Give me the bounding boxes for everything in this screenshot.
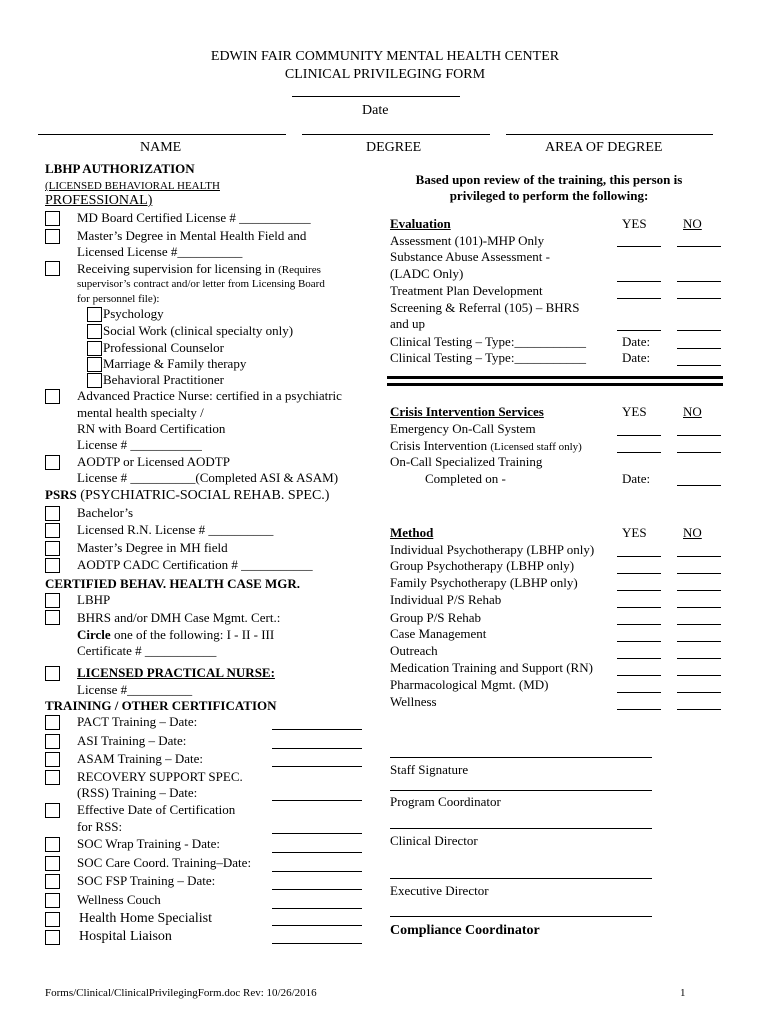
checkbox-md[interactable] <box>45 211 60 226</box>
method-item: Individual Psychotherapy (LBHP only) <box>390 542 595 557</box>
bhrs-label: BHRS and/or DMH Case Mgmt. Cert.: <box>77 610 281 625</box>
org-title: EDWIN FAIR COMMUNITY MENTAL HEALTH CENTER <box>210 49 560 64</box>
method-item: Group Psychotherapy (LBHP only) <box>390 558 575 573</box>
fsp-date-field[interactable] <box>272 889 362 890</box>
ci-text: Crisis Intervention <box>390 438 488 453</box>
tpd-no[interactable] <box>677 298 721 299</box>
lbhp-title: LBHP AUTHORIZATION <box>45 161 195 176</box>
method-no-field[interactable] <box>677 556 721 557</box>
tpd-label: Treatment Plan Development <box>390 283 543 298</box>
program-signature-field[interactable] <box>390 790 652 791</box>
checkbox-rss[interactable] <box>45 770 60 785</box>
asi-label: ASI Training – Date: <box>77 733 187 748</box>
effective-date-field[interactable] <box>272 833 362 834</box>
rss-label-1: RECOVERY SUPPORT SPEC. <box>77 769 243 784</box>
crisis-title: Crisis Intervention Services <box>390 404 544 419</box>
wrap-date-field[interactable] <box>272 852 362 853</box>
area-field[interactable] <box>506 134 713 135</box>
area-label: AREA OF DEGREE <box>545 140 663 155</box>
md-label: MD Board Certified License # ___________ <box>77 210 311 225</box>
psrs-bold: PSRS <box>45 487 77 502</box>
crisis-intervention-label <box>390 438 582 454</box>
lpn-license: License #__________ <box>77 682 193 697</box>
method-no-field[interactable] <box>677 607 721 608</box>
method-title: Method <box>390 525 434 540</box>
eval-yes-header: YES <box>622 216 647 231</box>
lbhp-label: LBHP <box>77 592 111 607</box>
method-no-header: NO <box>683 525 702 540</box>
receiving-text: Receiving supervision for licensing in <box>77 261 275 276</box>
checkbox-prof-counselor[interactable] <box>87 341 102 356</box>
emergency-label: Emergency On-Call System <box>390 421 536 436</box>
checkbox-lpn[interactable] <box>45 666 60 681</box>
checkbox-rn[interactable] <box>45 523 60 538</box>
substance-label-1: Substance Abuse Assessment - <box>390 249 550 264</box>
checkbox-social-work[interactable] <box>87 324 102 339</box>
care-date-field[interactable] <box>272 871 362 872</box>
method-item: Medication Training and Support (RN) <box>390 660 593 675</box>
cbhcm-title: CERTIFIED BEHAV. HEALTH CASE MGR. <box>45 576 301 591</box>
effective-label-2: for RSS: <box>77 819 123 834</box>
psychology-label: Psychology <box>103 306 164 321</box>
checkbox-bachelors[interactable] <box>45 506 60 521</box>
psrs-rest: (PSYCHIATRIC-SOCIAL REHAB. SPEC.) <box>80 488 330 503</box>
mft-label: Marriage & Family therapy <box>103 356 247 371</box>
ct2-date-label: Date: <box>622 350 651 365</box>
program-coordinator-label: Program Coordinator <box>390 794 501 809</box>
lbhp-subtitle-1: (LICENSED BEHAVIORAL HEALTH <box>45 180 220 192</box>
substance-yes[interactable] <box>617 281 661 282</box>
footer-path: Forms/Clinical/ClinicalPrivilegingForm.doc Rev: 10/26/2016 <box>45 987 317 999</box>
ct1-date-label: Date: <box>622 334 651 349</box>
method-yes-field[interactable] <box>617 607 661 608</box>
pact-date-field[interactable] <box>272 729 362 730</box>
behavioral-label: Behavioral Practitioner <box>103 372 224 387</box>
method-yes-field[interactable] <box>617 709 661 710</box>
emergency-no[interactable] <box>677 435 721 436</box>
substance-label-2: (LADC Only) <box>390 266 464 281</box>
checkbox-lbhp[interactable] <box>45 593 60 608</box>
asam-date-field[interactable] <box>272 766 362 767</box>
date-field[interactable] <box>292 96 460 97</box>
training-title: TRAINING / OTHER CERTIFICATION <box>45 698 277 713</box>
checkbox-asi[interactable] <box>45 734 60 749</box>
checkbox-apn[interactable] <box>45 389 60 404</box>
receiving-label-1 <box>77 261 321 277</box>
aodtp-label-1: AODTP or Licensed AODTP <box>77 454 230 469</box>
method-no-field[interactable] <box>677 675 721 676</box>
staff-signature-field[interactable] <box>390 757 652 758</box>
checkbox-mft[interactable] <box>87 357 102 372</box>
name-field[interactable] <box>38 134 286 135</box>
checkbox-masters[interactable] <box>45 229 60 244</box>
receiving-small: (Requires <box>278 264 321 276</box>
method-item: Pharmacological Mgmt. (MD) <box>390 677 549 692</box>
intro-line-1: Based upon review of the training, this person is <box>415 172 683 187</box>
method-yes-field[interactable] <box>617 658 661 659</box>
crisis-no-header: NO <box>683 404 702 419</box>
assessment-label: Assessment (101)-MHP Only <box>390 233 545 248</box>
receiving-label-2: supervisor’s contract and/or letter from Licensing Board <box>77 278 325 290</box>
method-item: Case Management <box>390 626 487 641</box>
method-item: Individual P/S Rehab <box>390 592 502 607</box>
receiving-label-3: for personnel file): <box>77 293 160 305</box>
mh-masters-label: Master’s Degree in MH field <box>77 540 228 555</box>
wellness-date-field[interactable] <box>272 908 362 909</box>
method-no-field[interactable] <box>677 590 721 591</box>
apn-label-3: RN with Board Certification <box>77 421 226 436</box>
wrap-label: SOC Wrap Training - Date: <box>77 836 220 851</box>
method-no-field[interactable] <box>677 692 721 693</box>
bachelors-label: Bachelor’s <box>77 505 134 520</box>
divider-thick <box>387 376 723 379</box>
method-item: Outreach <box>390 643 438 658</box>
prof-counselor-label: Professional Counselor <box>103 340 224 355</box>
method-no-field[interactable] <box>677 573 721 574</box>
ci-no[interactable] <box>677 452 721 453</box>
checkbox-fsp[interactable] <box>45 874 60 889</box>
evaluation-title: Evaluation <box>390 216 451 231</box>
asi-date-field[interactable] <box>272 748 362 749</box>
asam-label: ASAM Training – Date: <box>77 751 204 766</box>
screening-label-1: Screening & Referral (105) – BHRS <box>390 300 580 315</box>
compliance-coordinator-label: Compliance Coordinator <box>390 923 540 938</box>
checkbox-health-home[interactable] <box>45 912 60 927</box>
cadc-label: AODTP CADC Certification # ___________ <box>77 557 313 572</box>
clinical-testing-1: Clinical Testing – Type:___________ <box>390 334 586 349</box>
staff-signature-label: Staff Signature <box>390 762 469 777</box>
ct2-no[interactable] <box>677 365 721 366</box>
apn-label-1: Advanced Practice Nurse: certified in a psychiatric <box>77 388 342 403</box>
page-number: 1 <box>680 987 686 999</box>
certificate-label: Certificate # ___________ <box>77 643 217 658</box>
tpd-yes[interactable] <box>617 298 661 299</box>
health-home-date-field[interactable] <box>272 925 362 926</box>
method-yes-field[interactable] <box>617 590 661 591</box>
assessment-no[interactable] <box>677 246 721 247</box>
checkbox-receiving[interactable] <box>45 261 60 276</box>
completed-no[interactable] <box>677 485 721 486</box>
pact-label: PACT Training – Date: <box>77 714 198 729</box>
substance-no[interactable] <box>677 281 721 282</box>
clinical-testing-2: Clinical Testing – Type:___________ <box>390 350 586 365</box>
emergency-yes[interactable] <box>617 435 661 436</box>
hospital-label: Hospital Liaison <box>79 929 172 944</box>
health-home-label: Health Home Specialist <box>79 911 212 926</box>
checkbox-wrap[interactable] <box>45 837 60 852</box>
method-item: Group P/S Rehab <box>390 610 481 625</box>
checkbox-wellness[interactable] <box>45 893 60 908</box>
apn-label-2: mental health specialty / <box>77 405 204 420</box>
circle-label <box>77 627 274 643</box>
form-title: CLINICAL PRIVILEGING FORM <box>284 67 486 82</box>
rss-label-2: (RSS) Training – Date: <box>77 785 198 800</box>
checkbox-effective[interactable] <box>45 803 60 818</box>
psrs-title <box>45 487 329 504</box>
lpn-title: LICENSED PRACTICAL NURSE: <box>77 665 275 680</box>
circle-rest: one of the following: I - II - III <box>113 627 275 642</box>
social-work-label: Social Work (clinical specialty only) <box>103 323 294 338</box>
method-yes-header: YES <box>622 525 647 540</box>
degree-label: DEGREE <box>366 140 422 155</box>
fsp-label: SOC FSP Training – Date: <box>77 873 216 888</box>
lbhp-subtitle-2: PROFESSIONAL) <box>45 193 153 208</box>
crisis-yes-header: YES <box>622 404 647 419</box>
method-item: Family Psychotherapy (LBHP only) <box>390 575 578 590</box>
clinical-director-label: Clinical Director <box>390 833 478 848</box>
checkbox-hospital[interactable] <box>45 930 60 945</box>
method-no-field[interactable] <box>677 658 721 659</box>
screening-no[interactable] <box>677 330 721 331</box>
checkbox-psychology[interactable] <box>87 307 102 322</box>
aodtp-label-2: License # __________(Completed ASI & ASAM) <box>77 470 339 485</box>
method-item: Wellness <box>390 694 437 709</box>
ci-small: (Licensed staff only) <box>490 441 582 453</box>
ct1-no[interactable] <box>677 348 721 349</box>
eval-no-header: NO <box>683 216 702 231</box>
checkbox-care[interactable] <box>45 856 60 871</box>
date-label: Date <box>362 103 389 118</box>
completed-label: Completed on - <box>425 471 506 486</box>
method-yes-field[interactable] <box>617 692 661 693</box>
wellness-couch-label: Wellness Couch <box>77 892 161 907</box>
checkbox-cadc[interactable] <box>45 558 60 573</box>
checkbox-behavioral[interactable] <box>87 373 102 388</box>
method-yes-field[interactable] <box>617 624 661 625</box>
clinical-signature-field[interactable] <box>390 828 652 829</box>
apn-label-4: License # ___________ <box>77 437 202 452</box>
masters-label-2: Licensed License #__________ <box>77 244 243 259</box>
screening-label-2: and up <box>390 316 426 331</box>
ci-yes[interactable] <box>617 452 661 453</box>
checkbox-aodtp[interactable] <box>45 455 60 470</box>
checkbox-bhrs[interactable] <box>45 610 60 625</box>
masters-label-1: Master’s Degree in Mental Health Field and <box>77 228 307 243</box>
rss-date-field[interactable] <box>272 800 362 801</box>
method-yes-field[interactable] <box>617 641 661 642</box>
hospital-date-field[interactable] <box>272 943 362 944</box>
method-yes-field[interactable] <box>617 675 661 676</box>
assessment-yes[interactable] <box>617 246 661 247</box>
executive-signature-field[interactable] <box>390 878 652 879</box>
screening-yes[interactable] <box>617 330 661 331</box>
effective-label-1: Effective Date of Certification <box>77 802 236 817</box>
divider-thick <box>387 383 723 386</box>
executive-director-label: Executive Director <box>390 883 489 898</box>
degree-field[interactable] <box>302 134 490 135</box>
name-label: NAME <box>140 140 182 155</box>
method-no-field[interactable] <box>677 709 721 710</box>
oncall-label: On-Call Specialized Training <box>390 454 543 469</box>
completed-date-label: Date: <box>622 471 651 486</box>
checkbox-mh-masters[interactable] <box>45 541 60 556</box>
method-no-field[interactable] <box>677 641 721 642</box>
method-yes-field[interactable] <box>617 573 661 574</box>
compliance-signature-field[interactable] <box>390 916 652 917</box>
rn-label: Licensed R.N. License # __________ <box>77 522 274 537</box>
circle-bold: Circle <box>77 627 111 642</box>
checkbox-pact[interactable] <box>45 715 60 730</box>
care-label: SOC Care Coord. Training–Date: <box>77 855 252 870</box>
method-yes-field[interactable] <box>617 556 661 557</box>
intro-line-2: privileged to perform the following: <box>449 188 649 203</box>
checkbox-asam[interactable] <box>45 752 60 767</box>
method-no-field[interactable] <box>677 624 721 625</box>
